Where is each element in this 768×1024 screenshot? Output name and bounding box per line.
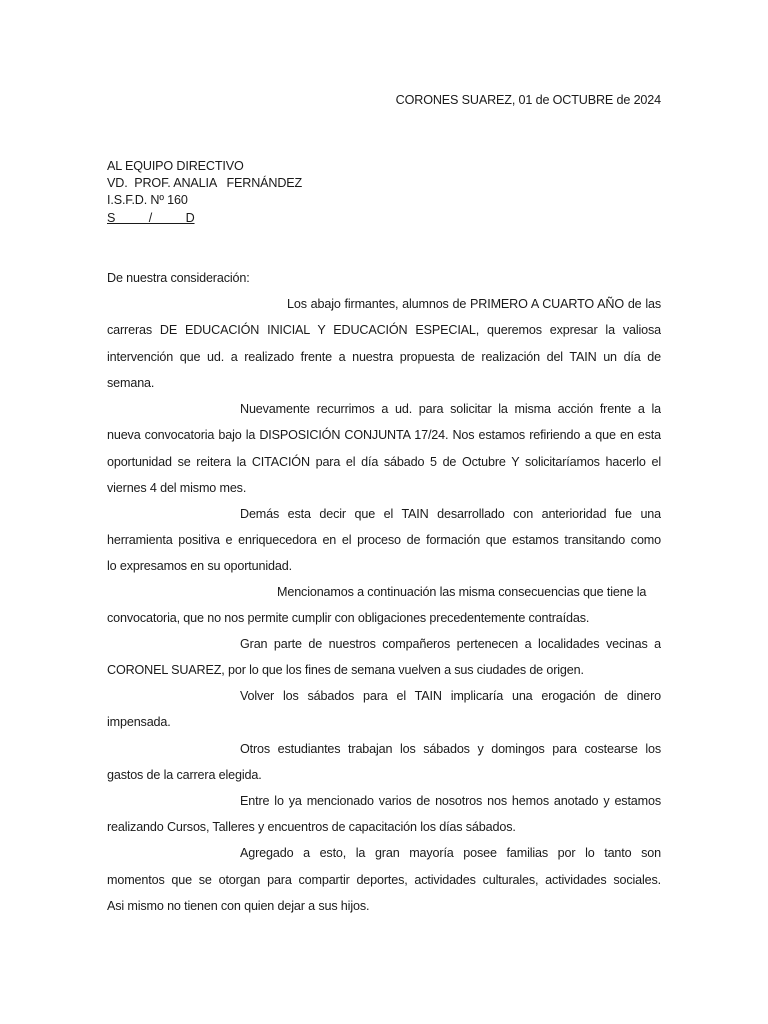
body-line: semana.	[107, 376, 155, 390]
body-line: CORONEL SUAREZ, por lo que los fines de semana vuelven a sus ciudades de origen.	[107, 663, 584, 677]
body-line: Agregado a esto, la gran mayoría posee familias por lo tanto son	[240, 846, 661, 860]
body-line: Nuevamente recurrimos a ud. para solicitar la misma acción frente a la	[240, 402, 661, 416]
body-line: Entre lo ya mencionado varios de nosotros nos hemos anotado y estamos	[240, 794, 661, 808]
body-line: Los abajo firmantes, alumnos de PRIMERO A CUARTO AÑO de las	[287, 297, 661, 311]
body-line: Demás esta decir que el TAIN desarrollado con anterioridad fue una	[240, 507, 661, 521]
body-line: momentos que se otorgan para compartir deportes, actividades culturales, actividades sociales.	[107, 873, 661, 887]
body-line: convocatoria, que no nos permite cumplir con obligaciones precedentemente contraídas.	[107, 611, 590, 625]
recipient-line-4	[107, 210, 661, 226]
body-line: viernes 4 del mismo mes.	[107, 481, 247, 495]
body-line: Volver los sábados para el TAIN implicaría una erogación de dinero	[240, 689, 661, 703]
recipient-line-3: I.S.F.D. Nº 160	[107, 193, 188, 207]
body-line: oportunidad se reitera la CITACIÓN para el día sábado 5 de Octubre Y solicitaríamos hacerlo el	[107, 455, 661, 469]
place-date: CORONES SUAREZ, 01 de OCTUBRE de 2024	[395, 93, 661, 107]
body-line: lo expresamos en su oportunidad.	[107, 559, 292, 573]
su-despacho-abbreviation: S / D	[107, 211, 195, 225]
body-line: herramienta positiva e enriquecedora en el proceso de formación que estamos transitando como	[107, 533, 661, 547]
body-line: Otros estudiantes trabajan los sábados y domingos para costearse los	[240, 742, 661, 756]
body-line: impensada.	[107, 715, 171, 729]
body-line: nueva convocatoria bajo la DISPOSICIÓN CONJUNTA 17/24. Nos estamos refiriendo a que en esta	[107, 428, 661, 442]
body-line: carreras DE EDUCACIÓN INICIAL Y EDUCACIÓN ESPECIAL, queremos expresar la valiosa	[107, 323, 661, 337]
recipient-line-1: AL EQUIPO DIRECTIVO	[107, 159, 244, 173]
salutation: De nuestra consideración:	[107, 271, 250, 285]
body-line: Gran parte de nuestros compañeros pertenecen a localidades vecinas a	[240, 637, 661, 651]
body-line: realizando Cursos, Talleres y encuentros de capacitación los días sábados.	[107, 820, 516, 834]
body-line: intervención que ud. a realizado frente a nuestra propuesta de realización del TAIN un día de	[107, 350, 661, 364]
body-line: Asi mismo no tienen con quien dejar a sus hijos.	[107, 899, 370, 913]
recipient-line-2: VD. PROF. ANALIA FERNÁNDEZ	[107, 176, 303, 190]
body-line: gastos de la carrera elegida.	[107, 768, 262, 782]
body-line: Mencionamos a continuación las misma consecuencias que tiene la	[277, 585, 647, 599]
